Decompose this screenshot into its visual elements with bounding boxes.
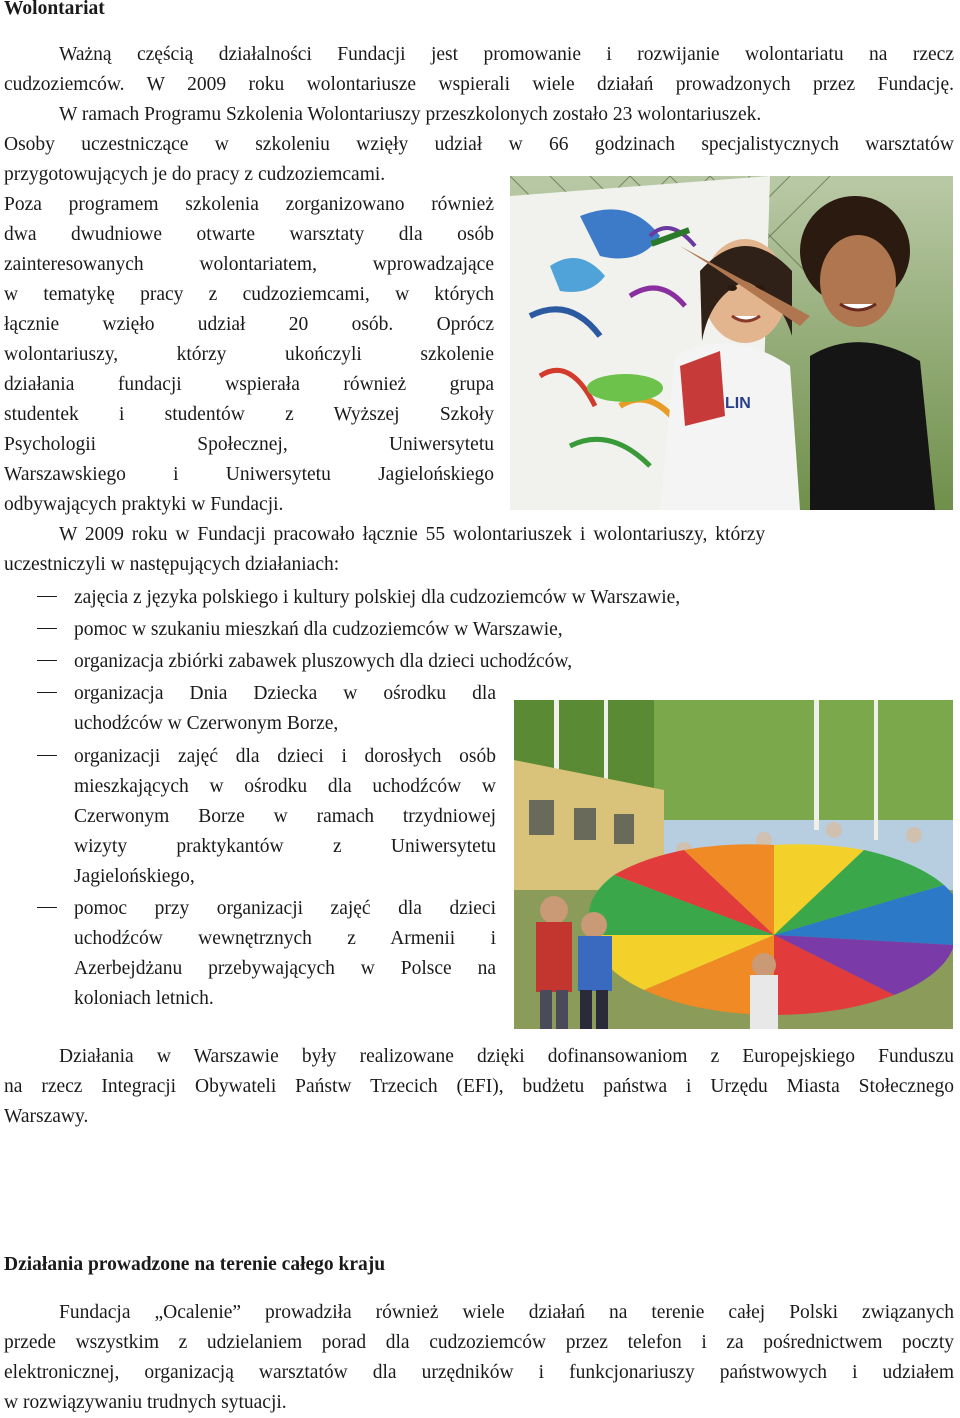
paragraph-line: przede wszystkim z udzielaniem porad dla cudzoziemców przez telefon i za pośrednictwem poczty [4,1332,954,1353]
list-item: organizacja Dnia Dziecka w ośrodku dla [74,683,496,704]
paragraph-line: Fundacja „Ocalenie” prowadziła również wiele działań na terenie całej Polski związanych [59,1302,954,1323]
paragraph-line: zainteresowanych wolontariatem, wprowadzające [4,254,494,275]
paragraph-line: elektronicznej, organizacją warsztatów dla urzędników i funkcjonariuszy państwowych i udziałem [4,1362,954,1383]
paragraph-line: studentek i studentów z Wyższej Szkoły [4,404,494,425]
list-item: organizacji zajęć dla dzieci i dorosłych osób [74,746,496,767]
list-item: wizyty praktykantów z Uniwersytetu [74,836,496,857]
paragraph-line: Ważną częścią działalności Fundacji jest promowanie i rozwijanie wolontariatu na rzecz [59,44,954,65]
paragraph-line: działania fundacji wspierała również grupa [4,374,494,395]
list-item: zajęcia z języka polskiego i kultury polskiej dla cudzoziemców w Warszawie, [74,587,681,608]
list-bullet-dash [37,907,57,908]
paragraph-line: W ramach Programu Szkolenia Wolontariuszy przeszkolonych zostało 23 wolontariuszek. [59,104,762,125]
list-item: Azerbejdżanu przebywających w Polsce na [74,958,496,979]
paragraph-line: w rozwiązywaniu trudnych sytuacji. [4,1392,287,1413]
list-bullet-dash [37,660,57,661]
paragraph-line: odbywających praktyki w Fundacji. [4,494,284,515]
list-bullet-dash [37,628,57,629]
paragraph-line: Działania w Warszawie były realizowane dzięki dofinansowaniom z Europejskiego Funduszu [59,1046,954,1067]
paragraph-line: łącznie wzięło udział 20 osób. Oprócz [4,314,494,335]
section-title-wolontariat: Wolontariat [4,0,105,19]
paragraph-line: Warszawskiego i Uniwersytetu Jagielońskiego [4,464,494,485]
paragraph-line: Poza programem szkolenia zorganizowano również [4,194,494,215]
paragraph-line: wolontariuszy, którzy ukończyli szkolenie [4,344,494,365]
paragraph-line: przygotowujących je do pracy z cudzoziemcami. [4,164,386,185]
list-item: koloniach letnich. [74,988,214,1009]
list-item: pomoc przy organizacji zajęć dla dzieci [74,898,496,919]
shirt-text: LIN [725,395,751,412]
list-bullet-dash [37,755,57,756]
list-item: Jagielońskiego, [74,866,195,887]
paragraph-line: W 2009 roku w Fundacji pracowało łącznie 55 wolontariuszek i wolontariuszy, którzy [59,524,766,545]
list-item: pomoc w szukaniu mieszkań dla cudzoziemców w Warszawie, [74,619,563,640]
paragraph-line: Warszawy. [4,1106,89,1127]
list-item: mieszkających w ośrodku dla uchodźców w [74,776,496,797]
list-item: Czerwonym Borze w ramach trzydniowej [74,806,496,827]
list-item: uchodźców wewnętrznych z Armenii i [74,928,496,949]
list-bullet-dash [37,692,57,693]
photo-parachute-game [514,700,953,1029]
paragraph-line: w tematykę pracy z cudzoziemcami, w których [4,284,494,305]
paragraph-line: dwa dwudniowe otwarte warsztaty dla osób [4,224,494,245]
paragraph-line: Osoby uczestniczące w szkoleniu wzięły udział w 66 godzinach specjalistycznych warsztatów [4,134,954,155]
section-title-dzialania-kraj: Działania prowadzone na terenie całego kraju [4,1254,386,1275]
list-item: organizacja zbiórki zabawek pluszowych dla dzieci uchodźców, [74,651,573,672]
paragraph-line: na rzecz Integracji Obywateli Państw Trzecich (EFI), budżetu państwa i Urzędu Miasta Stołecznego [4,1076,954,1097]
list-item: uchodźców w Czerwonym Borze, [74,713,339,734]
paragraph-line: uczestniczyli w następujących działaniach: [4,554,340,575]
paragraph-line: Psychologii Społecznej, Uniwersytetu [4,434,494,455]
paragraph-line: cudzoziemców. W 2009 roku wolontariusze wspierali wiele działań prowadzonych przez Fundację. [4,74,954,95]
list-bullet-dash [37,596,57,597]
photo-volunteers-painting [510,176,953,510]
